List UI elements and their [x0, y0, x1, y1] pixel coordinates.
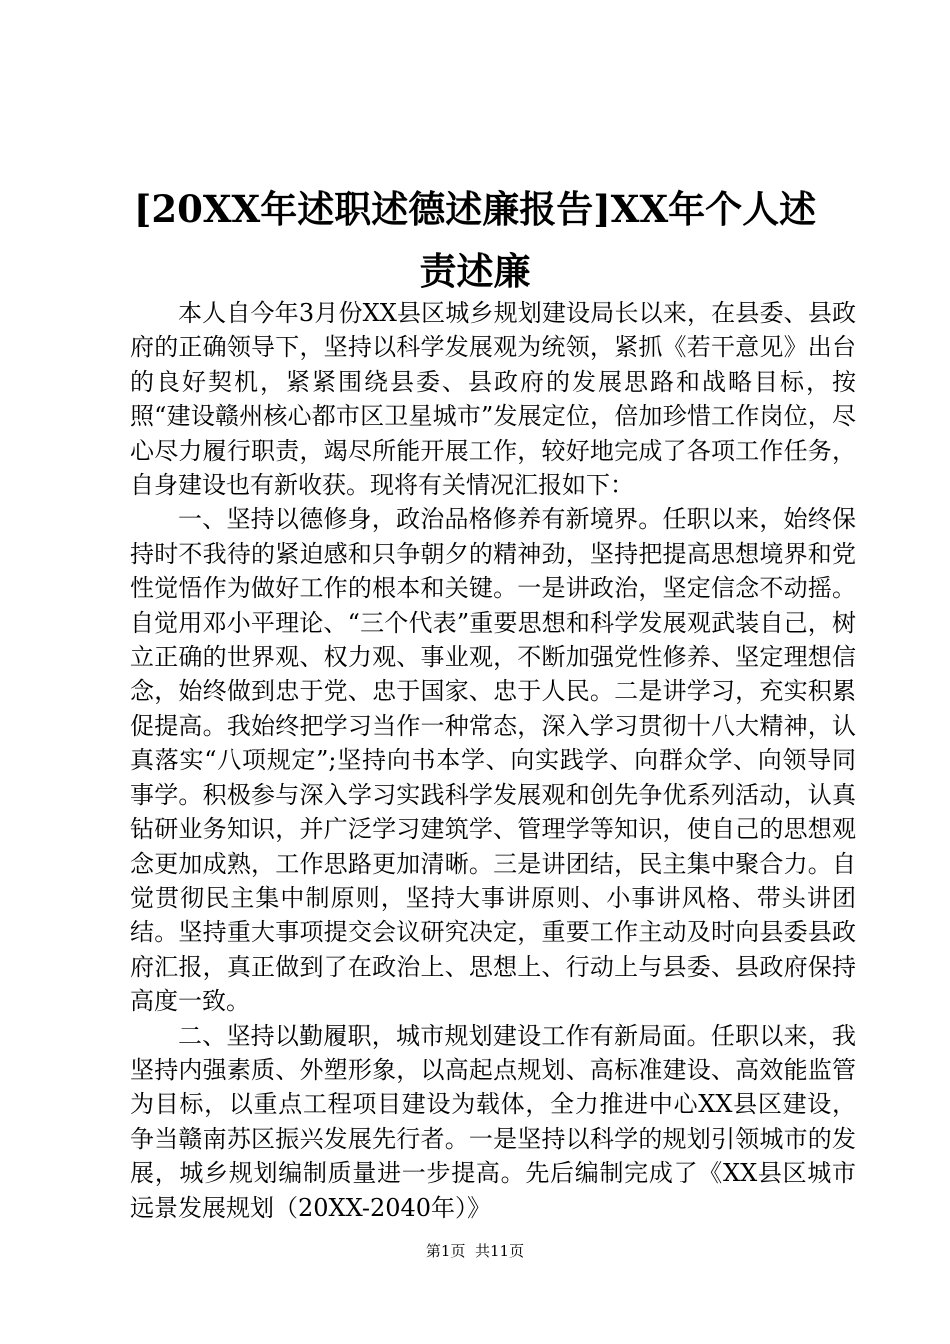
document-body: [130, 296, 856, 1225]
paragraph-intro: 本人自今年3月份XX县区城乡规划建设局长以来，在县委、县政府的正确领导下，坚持以科学发展观为统领，紧抓《若干意见》出台的良好契机，紧紧围绕县委、县政府的发展思路和战略目标，按照“建设赣州核心都市区卫星城市”发展定位，倍加珍惜工作岗位，尽心尽力履行职责，竭尽所能开展工作，较好地完成了各项工作任务，自身建设也有新收获。现将有关情况汇报如下：: [130, 299, 856, 500]
paragraph-section-1: 一、坚持以德修身，政治品格修养有新境界。任职以来，始终保持时不我待的紧迫感和只争朝夕的精神劲，坚持把提高思想境界和党性觉悟作为做好工作的根本和关键。一是讲政治，坚定信念不动摇。自觉用邓小平理论、“三个代表”重要思想和科学发展观武装自己，树立正确的世界观、权力观、事业观，不断加强党性修养、坚定理想信念，始终做到忠于党、忠于国家、忠于人民。二是讲学习，充实积累促提高。我始终把学习当作一种常态，深入学习贯彻十八大精神，认真落实“八项规定”;坚持向书本学、向实践学、向群众学、向领导同事学。积极参与深入学习实践科学发展观和创先争优系列活动，认真钻研业务知识，并广泛学习建筑学、管理学等知识，使自己的思想观念更加成熟，工作思路更加清晰。三是讲团结，民主集中聚合力。自觉贯彻民主集中制原则，坚持大事讲原则、小事讲风格、带头讲团结。坚持重大事项提交会议研究决定，重要工作主动及时向县委县政府汇报，真正做到了在政治上、思想上、行动上与县委、县政府保持高度一致。: [130, 505, 856, 1016]
paragraph-section-2: 二、坚持以勤履职，城市规划建设工作有新局面。任职以来，我坚持内强素质、外塑形象，以高起点规划、高标准建设、高效能监管为目标，以重点工程项目建设为载体，全力推进中心XX县区建设，争当赣南苏区振兴发展先行者。一是坚持以科学的规划引领城市的发展，城乡规划编制质量进一步提高。先后编制完成了《XX县区城市远景发展规划（20XX-2040年）》: [130, 1021, 856, 1222]
page-total: 共11页: [475, 1242, 525, 1260]
document-title: [20XX年述职述德述廉报告]XX年个人述责述廉: [133, 187, 817, 293]
page-number: 第1页: [425, 1242, 466, 1260]
page-footer: [0, 1240, 950, 1262]
